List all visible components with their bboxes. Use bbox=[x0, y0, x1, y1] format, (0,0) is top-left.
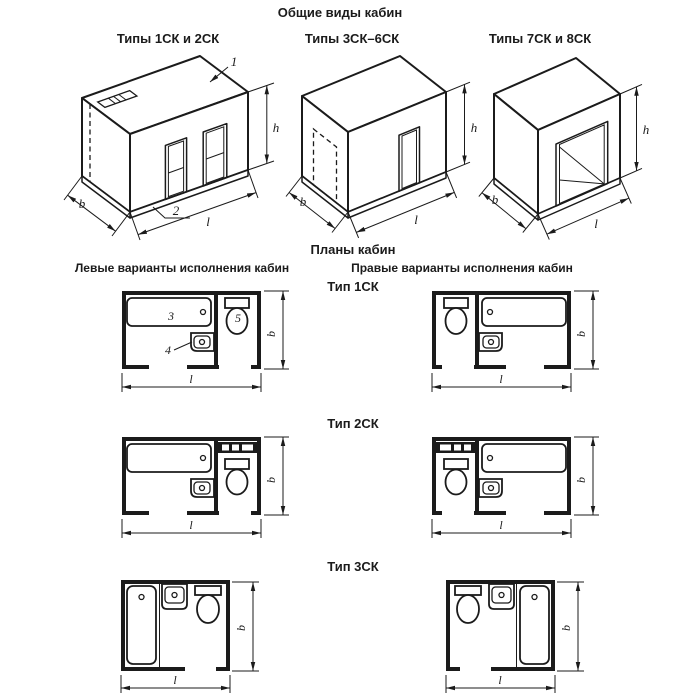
cistern bbox=[195, 586, 221, 595]
dim-b-label: b bbox=[264, 477, 278, 483]
dim-b bbox=[264, 291, 289, 369]
iso-view-7sk-8sk bbox=[478, 52, 654, 244]
dim-l bbox=[122, 372, 261, 392]
bowl bbox=[227, 470, 248, 495]
callout-bath-label: 3 bbox=[168, 309, 174, 323]
cabin-box bbox=[299, 56, 446, 218]
plan-2sk-left bbox=[119, 435, 291, 543]
toilet bbox=[444, 459, 468, 495]
dim-l-label: l bbox=[499, 372, 503, 386]
bathtub bbox=[482, 298, 566, 326]
cistern bbox=[444, 459, 468, 469]
bathtub bbox=[520, 586, 549, 664]
room-mirrored bbox=[432, 291, 571, 369]
dim-l-label: l bbox=[189, 518, 193, 532]
dim-l-label: l bbox=[189, 372, 193, 386]
dim-b bbox=[557, 582, 584, 671]
dim-h-label: h bbox=[642, 122, 650, 137]
dim-b-label: b bbox=[559, 625, 573, 631]
toilet bbox=[444, 298, 468, 334]
dim-h bbox=[446, 82, 477, 172]
washbasin bbox=[162, 584, 187, 609]
sheet-title: Общие виды кабин bbox=[277, 5, 403, 20]
dim-l-label: l bbox=[498, 673, 502, 687]
vent-block bbox=[436, 442, 475, 453]
dim-b bbox=[232, 582, 259, 671]
washbasin bbox=[479, 333, 502, 351]
bathtub bbox=[127, 586, 156, 664]
right-variants-header: Правые варианты исполнения кабин bbox=[351, 261, 573, 275]
dim-l bbox=[446, 673, 555, 693]
dim-l-label: l bbox=[594, 216, 598, 231]
dim-l-label: l bbox=[173, 673, 177, 687]
washbasin bbox=[191, 479, 214, 497]
washbasin bbox=[489, 584, 514, 609]
toilet bbox=[195, 586, 221, 623]
iso-view-1sk-2sk bbox=[58, 52, 284, 248]
bowl bbox=[197, 595, 219, 623]
plans-section-title: Планы кабин bbox=[310, 242, 396, 257]
dim-h bbox=[248, 83, 279, 170]
iso-title-7sk-8sk: Типы 7СК и 8СК bbox=[488, 31, 592, 46]
dim-l-label: l bbox=[499, 518, 503, 532]
plan-1sk-right bbox=[429, 289, 601, 397]
bowl bbox=[446, 470, 467, 495]
dim-h bbox=[620, 84, 649, 178]
cistern bbox=[225, 298, 249, 308]
dim-l bbox=[432, 372, 571, 392]
cistern bbox=[455, 586, 481, 595]
type-2sk-label: Тип 2СК bbox=[327, 416, 379, 431]
dim-l bbox=[432, 518, 571, 538]
dim-b-label: b bbox=[234, 625, 248, 631]
type-3sk-label: Тип 3СК bbox=[327, 559, 379, 574]
dim-b bbox=[574, 291, 599, 369]
callout-washbasin-label: 4 bbox=[165, 343, 171, 357]
dim-h-label: h bbox=[470, 120, 478, 135]
bowl bbox=[446, 308, 467, 334]
iso-title-3sk-6sk: Типы 3СК–6СК bbox=[304, 31, 400, 46]
bathtub bbox=[482, 444, 566, 472]
iso-view-3sk-6sk bbox=[286, 54, 482, 242]
dim-b-label: b bbox=[491, 192, 499, 207]
left-variants-header: Левые варианты исполнения кабин bbox=[74, 261, 290, 275]
dim-b-label: b bbox=[264, 331, 278, 337]
bathtub bbox=[127, 444, 211, 472]
plan-3sk-right bbox=[443, 576, 593, 696]
room-mirrored bbox=[432, 437, 571, 515]
room bbox=[122, 291, 261, 369]
callout-toilet-label: 5 bbox=[235, 311, 241, 325]
room bbox=[122, 437, 261, 515]
cabin-box bbox=[82, 56, 248, 218]
iso-title-1sk-2sk: Типы 1СК и 2СК bbox=[116, 31, 220, 46]
dim-h-label: h bbox=[272, 120, 280, 135]
room-mirrored bbox=[446, 580, 555, 671]
vent-block bbox=[218, 442, 257, 453]
callout-washbasin bbox=[165, 342, 192, 357]
plan-2sk-right bbox=[429, 435, 601, 543]
dim-b-label: b bbox=[78, 196, 86, 211]
callout-base-label: 2 bbox=[172, 203, 180, 218]
cabin-box bbox=[491, 58, 620, 220]
washbasin bbox=[479, 479, 502, 497]
washbasin bbox=[191, 333, 214, 351]
room bbox=[121, 580, 230, 671]
plan-3sk-left bbox=[118, 576, 268, 696]
dim-b bbox=[264, 437, 289, 515]
dim-l bbox=[121, 673, 230, 693]
plan-1sk-left bbox=[119, 289, 291, 397]
dim-l bbox=[122, 518, 261, 538]
dim-l-label: l bbox=[206, 214, 210, 229]
bowl bbox=[457, 595, 479, 623]
dim-b-label: b bbox=[574, 477, 588, 483]
type-1sk-label: Тип 1СК bbox=[327, 279, 379, 294]
dim-l-label: l bbox=[414, 212, 418, 227]
cistern bbox=[444, 298, 468, 308]
dim-b-label: b bbox=[574, 331, 588, 337]
dim-b bbox=[574, 437, 599, 515]
cistern bbox=[225, 459, 249, 469]
dim-b-label: b bbox=[299, 194, 307, 209]
toilet bbox=[225, 459, 249, 495]
callout-roof-label: 1 bbox=[230, 54, 238, 69]
toilet bbox=[455, 586, 481, 623]
